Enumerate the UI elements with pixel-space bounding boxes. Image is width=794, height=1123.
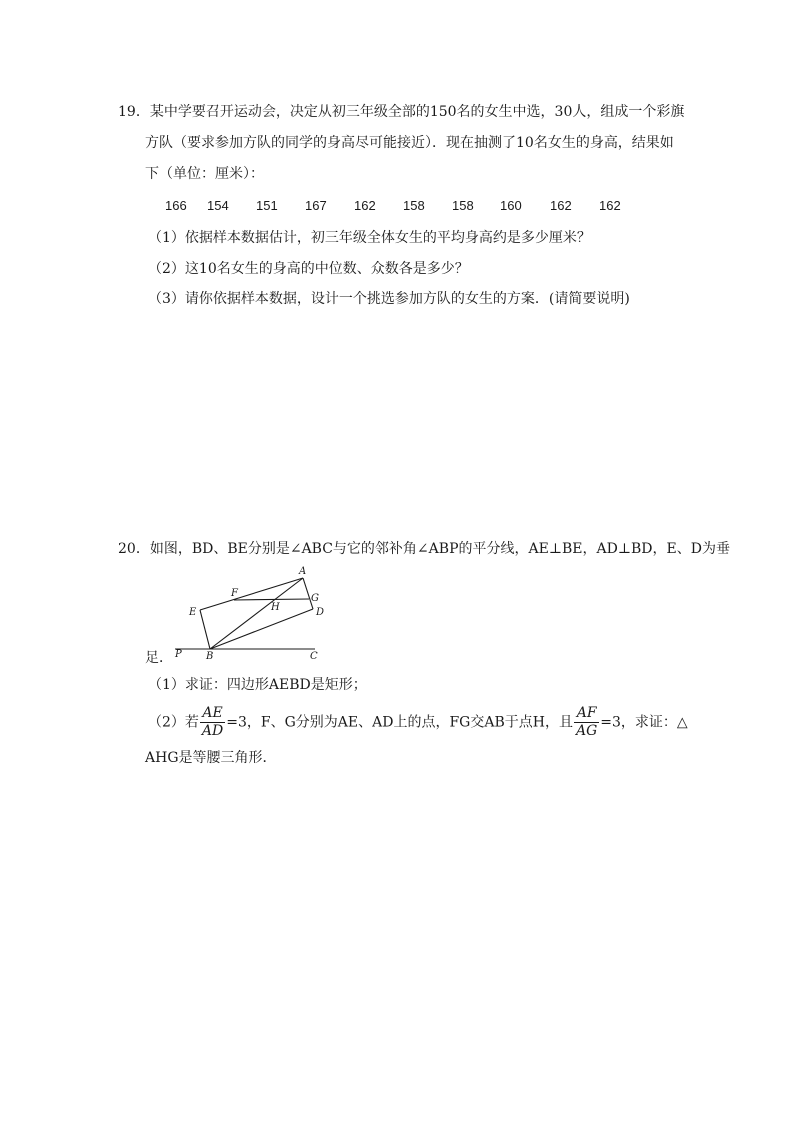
label-p: P: [175, 649, 182, 660]
q20-sub2-suffix: =3，求证：△: [600, 714, 688, 731]
q19-height-data: [0, 196, 794, 216]
height-value: 154: [207, 198, 229, 213]
label-c: C: [310, 651, 318, 662]
height-value: 158: [403, 198, 425, 213]
q20-subquestion-1: （1）求证：四边形AEBD是矩形；: [148, 677, 367, 693]
segment-fg: [234, 599, 309, 600]
q20-stem-line-2: 足．: [145, 650, 173, 666]
fraction-numerator: AE: [200, 705, 225, 723]
q20-subquestion-2-cont: AHG是等腰三角形．: [145, 750, 277, 766]
segment-ab: [210, 578, 303, 649]
q20-sub2-prefix: （2）若: [148, 714, 199, 731]
q19-subquestion-2: （2）这10名女生的身高的中位数、众数各是多少？: [148, 261, 469, 277]
height-value: 167: [305, 198, 327, 213]
q19-stem-line-2: 方队（要求参加方队的同学的身高尽可能接近）．现在抽测了10名女生的身高，结果如: [145, 135, 674, 151]
height-value: 160: [500, 198, 522, 213]
q19-subquestion-3: （3）请你依据样本数据，设计一个挑选参加方队的女生的方案．(请简要说明): [148, 291, 630, 307]
segment-ea: [200, 578, 303, 610]
label-a: A: [299, 566, 307, 577]
fraction-denominator: AD: [201, 723, 224, 739]
label-b: B: [206, 651, 214, 662]
q20-geometry-figure: [165, 563, 340, 665]
label-g: G: [311, 593, 319, 604]
height-value: 151: [256, 198, 278, 213]
q20-subquestion-2: [148, 705, 688, 745]
height-value: 158: [452, 198, 474, 213]
label-f: F: [231, 588, 238, 599]
fraction-numerator: AF: [574, 705, 599, 723]
fraction-denominator: AG: [575, 723, 598, 739]
q19-stem-line-3: 下（单位：厘米）：: [145, 166, 264, 182]
fraction-af-over-ag: [574, 705, 599, 740]
label-h: H: [271, 602, 280, 613]
segment-eb: [200, 610, 210, 649]
label-e: E: [189, 607, 197, 618]
fraction-ae-over-ad: [200, 705, 225, 740]
height-value: 162: [354, 198, 376, 213]
height-value: 162: [550, 198, 572, 213]
q19-stem-line-1: 19．某中学要召开运动会，决定从初三年级全部的150名的女生中选，30人，组成一个彩旗: [118, 104, 685, 120]
segment-bd: [210, 609, 313, 649]
geometry-diagram: [165, 563, 340, 665]
height-value: 166: [165, 198, 187, 213]
q20-sub2-middle: =3，F、G分别为AE、AD上的点，FG交AB于点H，且: [226, 714, 573, 731]
q20-stem-line-1: 20．如图，BD、BE分别是∠ABC与它的邻补角∠ABP的平分线，AE⊥BE，AD⊥BD，E、D为垂: [118, 541, 730, 557]
label-d: D: [316, 607, 325, 618]
height-value: 162: [599, 198, 621, 213]
q19-subquestion-1: （1）依据样本数据估计，初三年级全体女生的平均身高约是多少厘米？: [148, 230, 591, 246]
